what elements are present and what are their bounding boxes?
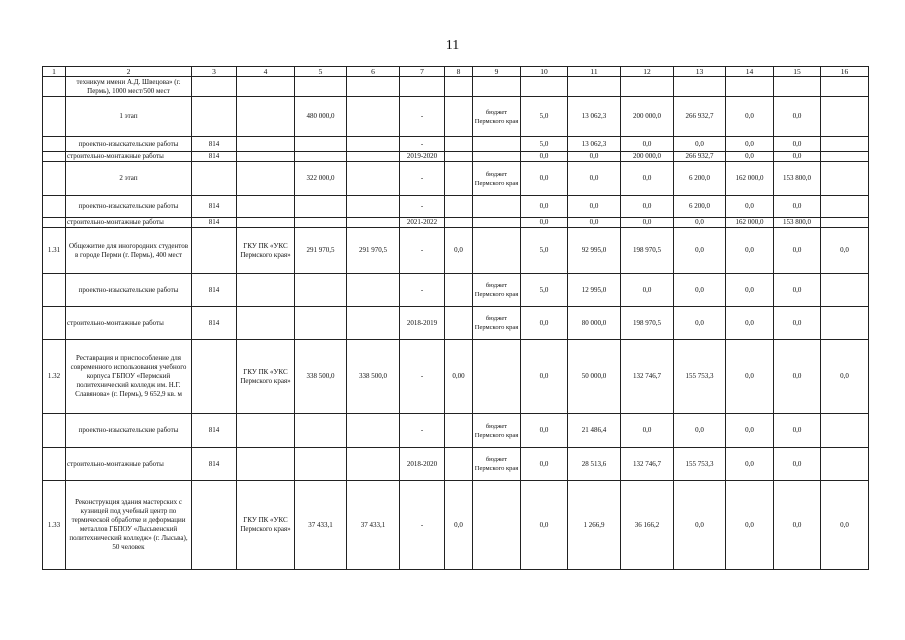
table-cell bbox=[445, 414, 473, 448]
table-cell: 291 970,5 bbox=[295, 228, 347, 274]
column-header: 2 bbox=[66, 67, 192, 77]
table-cell: 13 062,3 bbox=[568, 97, 621, 137]
table-cell: 162 000,0 bbox=[726, 162, 774, 196]
table-cell bbox=[43, 196, 66, 218]
table-cell bbox=[445, 448, 473, 481]
column-header: 9 bbox=[473, 67, 521, 77]
table-cell bbox=[347, 137, 400, 152]
table-cell: 338 500,0 bbox=[347, 340, 400, 414]
table-cell: 0,0 bbox=[521, 448, 568, 481]
table-cell: 814 bbox=[192, 196, 237, 218]
table-cell bbox=[347, 77, 400, 97]
table-cell bbox=[237, 274, 295, 307]
table-cell: 814 bbox=[192, 137, 237, 152]
table-cell: - bbox=[400, 97, 445, 137]
table-row bbox=[43, 196, 869, 218]
table-row bbox=[43, 137, 869, 152]
table-cell bbox=[237, 218, 295, 228]
table-cell: 5,0 bbox=[521, 228, 568, 274]
table-cell: 0,0 bbox=[774, 152, 821, 162]
table-cell bbox=[821, 152, 869, 162]
table-cell: 0,0 bbox=[568, 196, 621, 218]
table-cell: 0,0 bbox=[521, 162, 568, 196]
table-cell: 291 970,5 bbox=[347, 228, 400, 274]
table-cell bbox=[821, 448, 869, 481]
table-row bbox=[43, 481, 869, 570]
table-cell: - bbox=[400, 481, 445, 570]
table-cell: 0,0 bbox=[568, 218, 621, 228]
table-cell: строительно-монтажные работы bbox=[66, 152, 192, 162]
table-cell bbox=[400, 77, 445, 97]
table-cell: 0,0 bbox=[621, 218, 674, 228]
table-cell: 0,00 bbox=[445, 340, 473, 414]
table-cell bbox=[192, 77, 237, 97]
table-cell: 814 bbox=[192, 307, 237, 340]
table-cell: 0,0 bbox=[726, 307, 774, 340]
table-cell: бюджет Пермского края bbox=[473, 274, 521, 307]
table-cell: 155 753,3 bbox=[674, 340, 726, 414]
table-cell: 153 800,0 bbox=[774, 162, 821, 196]
table-cell: - bbox=[400, 137, 445, 152]
table-cell: 0,0 bbox=[774, 448, 821, 481]
table-cell: 814 bbox=[192, 218, 237, 228]
table-cell bbox=[192, 340, 237, 414]
table-cell: 0,0 bbox=[674, 137, 726, 152]
table-cell: 0,0 bbox=[726, 481, 774, 570]
table-cell: 28 513,6 bbox=[568, 448, 621, 481]
table-cell bbox=[237, 196, 295, 218]
table-row bbox=[43, 218, 869, 228]
column-header: 13 bbox=[674, 67, 726, 77]
table-cell bbox=[445, 77, 473, 97]
table-cell: 814 bbox=[192, 152, 237, 162]
table-cell: 0,0 bbox=[726, 274, 774, 307]
table-cell: 132 746,7 bbox=[621, 340, 674, 414]
table-cell: ГКУ ПК «УКС Пермского края» bbox=[237, 481, 295, 570]
table-row bbox=[43, 152, 869, 162]
table-cell bbox=[445, 307, 473, 340]
table-cell: бюджет Пермского края bbox=[473, 162, 521, 196]
table-cell: 0,0 bbox=[774, 228, 821, 274]
table-cell bbox=[347, 196, 400, 218]
table-cell bbox=[821, 274, 869, 307]
table-cell: 2019-2020 bbox=[400, 152, 445, 162]
column-header: 8 bbox=[445, 67, 473, 77]
column-header: 10 bbox=[521, 67, 568, 77]
table-cell: 0,0 bbox=[521, 218, 568, 228]
table-cell: 5,0 bbox=[521, 97, 568, 137]
table-cell: 0,0 bbox=[621, 137, 674, 152]
table-cell: ГКУ ПК «УКС Пермского края» bbox=[237, 340, 295, 414]
column-header: 14 bbox=[726, 67, 774, 77]
table-cell: бюджет Пермского края bbox=[473, 307, 521, 340]
budget-table bbox=[42, 66, 869, 570]
table-cell bbox=[43, 307, 66, 340]
table-cell: 0,0 bbox=[726, 340, 774, 414]
table-cell: 200 000,0 bbox=[621, 152, 674, 162]
table-cell: 50 000,0 bbox=[568, 340, 621, 414]
table-cell: 266 932,7 bbox=[674, 152, 726, 162]
table-cell: 322 000,0 bbox=[295, 162, 347, 196]
table-cell: 1.33 bbox=[43, 481, 66, 570]
table-cell: 0,0 bbox=[621, 162, 674, 196]
table-cell: 0,0 bbox=[774, 196, 821, 218]
table-cell bbox=[445, 97, 473, 137]
table-cell: 198 970,5 bbox=[621, 228, 674, 274]
column-header: 1 bbox=[43, 67, 66, 77]
table-cell: 2 этап bbox=[66, 162, 192, 196]
table-cell: 21 486,4 bbox=[568, 414, 621, 448]
table-cell bbox=[445, 196, 473, 218]
column-header: 5 bbox=[295, 67, 347, 77]
table-cell: бюджет Пермского края bbox=[473, 448, 521, 481]
table-cell bbox=[445, 137, 473, 152]
table-cell bbox=[295, 448, 347, 481]
table-cell: 0,0 bbox=[521, 307, 568, 340]
table-cell bbox=[347, 307, 400, 340]
table-cell: ГКУ ПК «УКС Пермского края» bbox=[237, 228, 295, 274]
table-cell: 155 753,3 bbox=[674, 448, 726, 481]
table-cell bbox=[473, 218, 521, 228]
table-cell bbox=[821, 218, 869, 228]
column-header: 4 bbox=[237, 67, 295, 77]
table-cell: проектно-изыскательские работы bbox=[66, 196, 192, 218]
column-header: 16 bbox=[821, 67, 869, 77]
table-cell bbox=[473, 228, 521, 274]
table-cell: Реконструкция здания мастерских с кузницей под учебный центр по термической обработке и деформации металлов ГБПОУ «Лысьвенский политехнический колледж» (г. Лысьва), 50 человек bbox=[66, 481, 192, 570]
table-cell: 480 000,0 bbox=[295, 97, 347, 137]
table-cell bbox=[473, 152, 521, 162]
table-cell: 2021-2022 bbox=[400, 218, 445, 228]
table-cell: 814 bbox=[192, 448, 237, 481]
table-cell: 0,0 bbox=[774, 97, 821, 137]
table-cell bbox=[43, 448, 66, 481]
table-cell: 0,0 bbox=[568, 152, 621, 162]
page-number: 11 bbox=[445, 38, 460, 53]
table-cell: техникум имени А.Д. Швецова» (г. Пермь), 1000 мест/500 мест bbox=[66, 77, 192, 97]
table-cell bbox=[473, 137, 521, 152]
table-cell: 0,0 bbox=[674, 228, 726, 274]
table-cell bbox=[295, 307, 347, 340]
table-cell: 0,0 bbox=[821, 340, 869, 414]
table-cell bbox=[821, 307, 869, 340]
table-cell: 0,0 bbox=[726, 97, 774, 137]
column-header: 12 bbox=[621, 67, 674, 77]
table-cell: 80 000,0 bbox=[568, 307, 621, 340]
table-cell bbox=[473, 196, 521, 218]
table-cell: проектно-изыскательские работы bbox=[66, 414, 192, 448]
table-cell bbox=[821, 196, 869, 218]
column-header: 7 bbox=[400, 67, 445, 77]
table-cell bbox=[192, 481, 237, 570]
table-cell bbox=[821, 162, 869, 196]
table-cell: - bbox=[400, 274, 445, 307]
table-cell bbox=[43, 414, 66, 448]
table-cell: 0,0 bbox=[726, 448, 774, 481]
table-cell bbox=[347, 274, 400, 307]
table-cell bbox=[347, 414, 400, 448]
table-cell: 13 062,3 bbox=[568, 137, 621, 152]
table-cell: 0,0 bbox=[726, 228, 774, 274]
table-cell bbox=[726, 77, 774, 97]
table-cell bbox=[568, 77, 621, 97]
table-cell: 6 200,0 bbox=[674, 196, 726, 218]
table-cell bbox=[295, 196, 347, 218]
table-cell: 0,0 bbox=[726, 196, 774, 218]
table-row bbox=[43, 340, 869, 414]
table-cell bbox=[347, 97, 400, 137]
table-cell: 814 bbox=[192, 414, 237, 448]
table-cell: - bbox=[400, 340, 445, 414]
table-cell: 36 166,2 bbox=[621, 481, 674, 570]
table-cell: 0,0 bbox=[774, 340, 821, 414]
table-cell: 5,0 bbox=[521, 274, 568, 307]
table-cell: 198 970,5 bbox=[621, 307, 674, 340]
table-cell bbox=[347, 218, 400, 228]
table-cell: 0,0 bbox=[726, 152, 774, 162]
column-header: 15 bbox=[774, 67, 821, 77]
table-cell bbox=[445, 152, 473, 162]
table-cell: 0,0 bbox=[674, 274, 726, 307]
table-cell bbox=[237, 152, 295, 162]
table-row bbox=[43, 274, 869, 307]
table-cell bbox=[473, 340, 521, 414]
table-cell: 0,0 bbox=[674, 414, 726, 448]
table-cell: 12 995,0 bbox=[568, 274, 621, 307]
table-cell: Общежитие для иногородних студентов в городе Перми (г. Пермь), 400 мест bbox=[66, 228, 192, 274]
table-cell bbox=[445, 218, 473, 228]
table-cell: 0,0 bbox=[726, 137, 774, 152]
table-cell: 153 800,0 bbox=[774, 218, 821, 228]
table-cell: 0,0 bbox=[521, 340, 568, 414]
table-cell bbox=[821, 77, 869, 97]
table-cell: - bbox=[400, 414, 445, 448]
table-cell: 0,0 bbox=[521, 152, 568, 162]
table-cell: 266 932,7 bbox=[674, 97, 726, 137]
table-cell: 0,0 bbox=[621, 414, 674, 448]
table-cell: 37 433,1 bbox=[347, 481, 400, 570]
table-cell: - bbox=[400, 162, 445, 196]
table-cell: 0,0 bbox=[521, 481, 568, 570]
table-cell: 0,0 bbox=[774, 414, 821, 448]
table-cell: - bbox=[400, 196, 445, 218]
table-cell: 1.31 bbox=[43, 228, 66, 274]
table-cell bbox=[43, 97, 66, 137]
table-cell: 0,0 bbox=[445, 228, 473, 274]
table-header-row bbox=[43, 67, 869, 77]
table-cell: строительно-монтажные работы bbox=[66, 218, 192, 228]
table-cell: 0,0 bbox=[621, 274, 674, 307]
table-cell bbox=[192, 97, 237, 137]
table-cell: 5,0 bbox=[521, 137, 568, 152]
table-cell: проектно-изыскательские работы bbox=[66, 137, 192, 152]
table-cell: строительно-монтажные работы bbox=[66, 448, 192, 481]
table-row bbox=[43, 162, 869, 196]
table-cell: 0,0 bbox=[674, 218, 726, 228]
table-cell bbox=[347, 152, 400, 162]
table-cell: 6 200,0 bbox=[674, 162, 726, 196]
table-cell: 0,0 bbox=[445, 481, 473, 570]
table-row bbox=[43, 448, 869, 481]
table-cell: 37 433,1 bbox=[295, 481, 347, 570]
table-cell: 0,0 bbox=[774, 307, 821, 340]
table-cell bbox=[295, 152, 347, 162]
table-row bbox=[43, 97, 869, 137]
table-cell: - bbox=[400, 228, 445, 274]
table-cell bbox=[43, 77, 66, 97]
table-cell: 0,0 bbox=[726, 414, 774, 448]
table-cell bbox=[347, 162, 400, 196]
table-cell bbox=[821, 137, 869, 152]
table-cell: бюджет Пермского края bbox=[473, 97, 521, 137]
table-cell bbox=[295, 77, 347, 97]
table-cell: 162 000,0 bbox=[726, 218, 774, 228]
table-cell bbox=[43, 137, 66, 152]
table-cell bbox=[237, 307, 295, 340]
table-cell: проектно-изыскательские работы bbox=[66, 274, 192, 307]
table-cell: 0,0 bbox=[568, 162, 621, 196]
table-cell: 0,0 bbox=[521, 196, 568, 218]
table-cell: 0,0 bbox=[621, 196, 674, 218]
table-cell bbox=[295, 218, 347, 228]
table-cell bbox=[43, 274, 66, 307]
table-cell: 338 500,0 bbox=[295, 340, 347, 414]
table-cell bbox=[43, 162, 66, 196]
table-cell: 92 995,0 bbox=[568, 228, 621, 274]
table-cell bbox=[192, 162, 237, 196]
table-cell bbox=[295, 137, 347, 152]
table-row bbox=[43, 77, 869, 97]
table-row bbox=[43, 307, 869, 340]
table-cell: 2018-2020 bbox=[400, 448, 445, 481]
table-cell bbox=[237, 97, 295, 137]
table-cell: 1 266,9 bbox=[568, 481, 621, 570]
table-cell bbox=[43, 152, 66, 162]
table-cell: 200 000,0 bbox=[621, 97, 674, 137]
table-cell: 132 746,7 bbox=[621, 448, 674, 481]
table-cell bbox=[445, 162, 473, 196]
column-header: 3 bbox=[192, 67, 237, 77]
table-cell: 814 bbox=[192, 274, 237, 307]
table-cell: строительно-монтажные работы bbox=[66, 307, 192, 340]
table-cell bbox=[347, 448, 400, 481]
table-cell bbox=[473, 77, 521, 97]
table-cell bbox=[473, 481, 521, 570]
table-cell: 2018-2019 bbox=[400, 307, 445, 340]
table-cell bbox=[521, 77, 568, 97]
table-cell: 1.32 bbox=[43, 340, 66, 414]
table-cell bbox=[821, 414, 869, 448]
table-cell bbox=[621, 77, 674, 97]
table-cell: 0,0 bbox=[521, 414, 568, 448]
table-cell bbox=[445, 274, 473, 307]
table-cell bbox=[237, 137, 295, 152]
table-cell bbox=[295, 274, 347, 307]
table-cell bbox=[821, 97, 869, 137]
column-header: 11 bbox=[568, 67, 621, 77]
table-cell: 1 этап bbox=[66, 97, 192, 137]
table-cell: 0,0 bbox=[674, 481, 726, 570]
table-row bbox=[43, 228, 869, 274]
table-cell: 0,0 bbox=[821, 228, 869, 274]
table-cell bbox=[674, 77, 726, 97]
table-cell bbox=[295, 414, 347, 448]
table-cell: Реставрация и приспособление для современного использования учебного корпуса ГБПОУ «Пермский политехнический колледж им. Н.Г. Славянова» (г. Пермь), 9 652,9 кв. м bbox=[66, 340, 192, 414]
table-cell: 0,0 bbox=[774, 274, 821, 307]
table-cell: 0,0 bbox=[674, 307, 726, 340]
table-cell bbox=[237, 162, 295, 196]
table-cell: бюджет Пермского края bbox=[473, 414, 521, 448]
table-cell bbox=[237, 414, 295, 448]
table-cell bbox=[192, 228, 237, 274]
table-cell bbox=[237, 448, 295, 481]
table-cell: 0,0 bbox=[774, 481, 821, 570]
table-cell: 0,0 bbox=[774, 137, 821, 152]
table-cell bbox=[43, 218, 66, 228]
table-row bbox=[43, 414, 869, 448]
table-cell bbox=[774, 77, 821, 97]
table-cell: 0,0 bbox=[821, 481, 869, 570]
table-cell bbox=[237, 77, 295, 97]
column-header: 6 bbox=[347, 67, 400, 77]
